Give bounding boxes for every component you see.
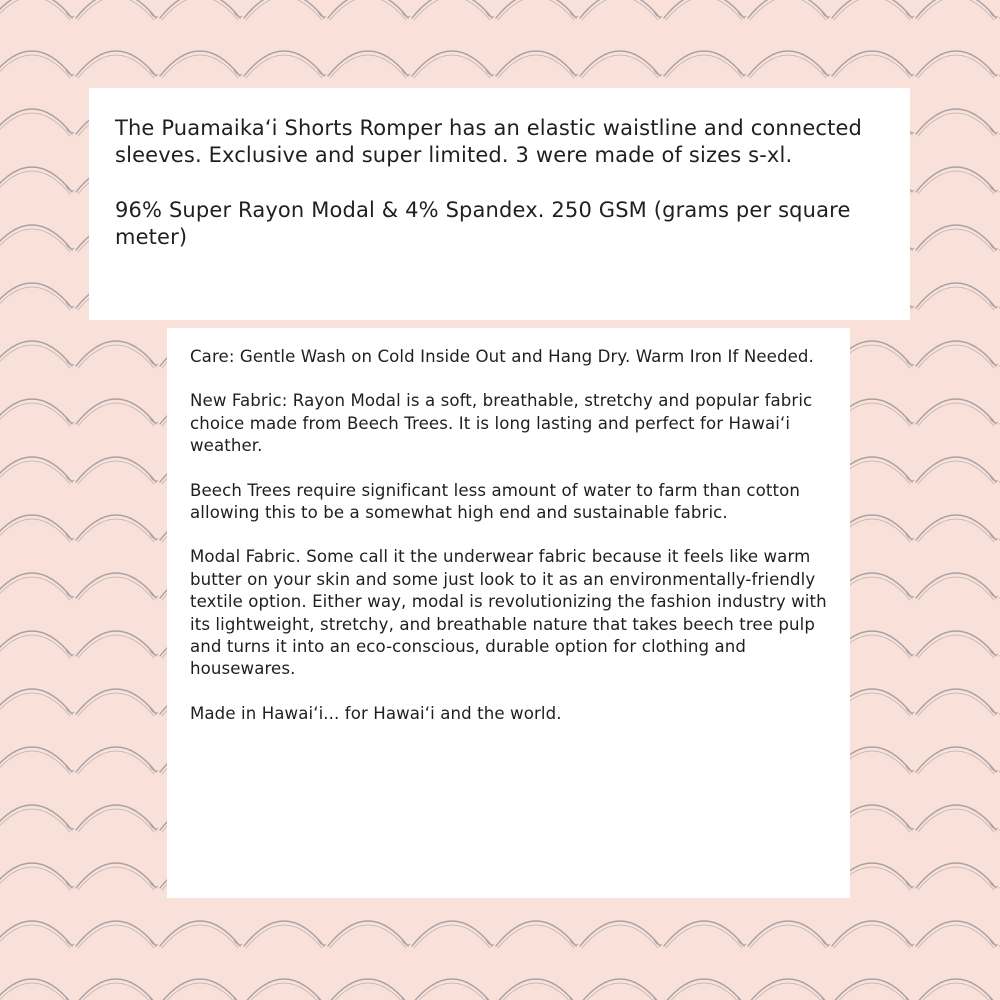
bottom-info-card <box>167 328 850 898</box>
modal-fabric-paragraph: Modal Fabric. Some call it the underwear fabric because it feels like warm butter on your skin and some just look to it as an environmentally-friendly textile option. Either way, modal is revolutionizing the fashion industry with its lightweight, stretchy, and breathable nature that takes beech tree pulp and turns it into an eco-conscious, durable option for clothing and housewares. <box>190 547 827 679</box>
top-info-card <box>89 88 910 320</box>
new-fabric-paragraph: New Fabric: Rayon Modal is a soft, breathable, stretchy and popular fabric choice made from Beech Trees. It is long lasting and perfect for Hawaiʻi weather. <box>190 391 813 456</box>
product-description: The Puamaikaʻi Shorts Romper has an elastic waistline and connected sleeves. Exclusive and super limited. 3 were made of sizes s-xl. <box>115 116 863 167</box>
fabric-composition: 96% Super Rayon Modal & 4% Spandex. 250 GSM (grams per square meter) <box>115 198 851 249</box>
beech-trees-paragraph: Beech Trees require significant less amount of water to farm than cotton allowing this to be a somewhat high end and sustainable fabric. <box>190 480 800 523</box>
care-instructions: Care: Gentle Wash on Cold Inside Out and Hang Dry. Warm Iron If Needed. <box>190 347 814 366</box>
made-in-hawaii: Made in Hawaiʻi... for Hawaiʻi and the world. <box>190 703 562 723</box>
